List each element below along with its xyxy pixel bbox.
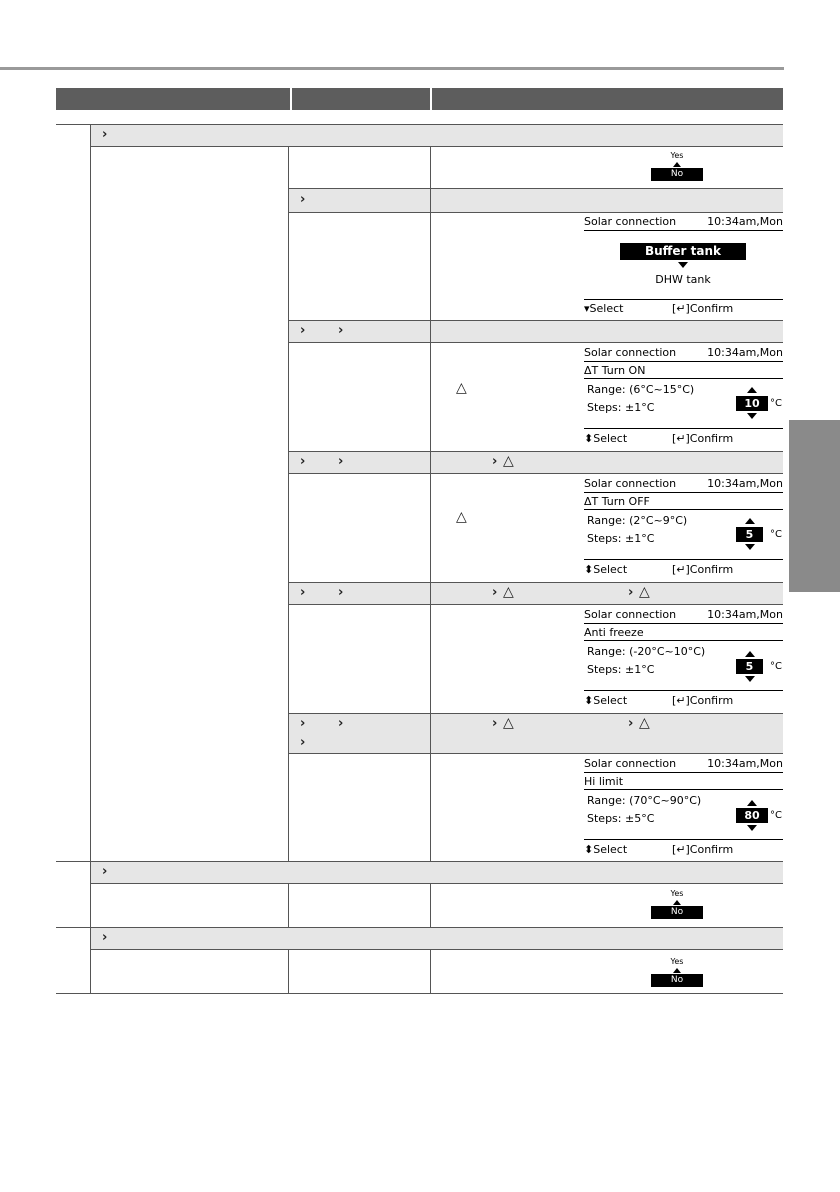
chevron-icon: › — [492, 585, 498, 600]
chevron-icon: › — [102, 930, 108, 945]
row-divider — [288, 473, 783, 474]
lcd-subtitle: Hi limit — [584, 775, 624, 788]
range-text: Range: (-20°C~10°C) — [587, 645, 706, 658]
up-arrow-icon — [673, 900, 681, 905]
no-option[interactable]: No — [651, 974, 703, 987]
down-arrow-icon[interactable] — [747, 825, 757, 831]
delta-icon: △ — [639, 715, 650, 731]
lcd-rule — [584, 789, 783, 790]
value-field[interactable]: 80 — [736, 808, 768, 823]
down-arrow-icon[interactable] — [745, 544, 755, 550]
row-divider — [288, 582, 783, 583]
column-divider — [430, 146, 431, 861]
row-divider — [288, 451, 783, 452]
select-hint: ⬍Select — [584, 432, 628, 445]
delta-icon: △ — [503, 584, 514, 600]
confirm-hint: [↵]Confirm — [672, 843, 734, 856]
no-option[interactable]: No — [651, 906, 703, 919]
row-divider — [288, 188, 783, 189]
lcd-screen-delta-t-on — [584, 346, 783, 450]
lcd-time: 10:34am,Mon — [707, 757, 783, 770]
lcd-time: 10:34am,Mon — [707, 477, 783, 490]
table-header — [56, 88, 783, 110]
column-divider — [288, 146, 289, 861]
confirm-hint: [↵]Confirm — [672, 694, 734, 707]
confirm-hint: [↵]Confirm — [672, 563, 734, 576]
value-field[interactable]: 5 — [736, 527, 763, 542]
select-hint: ⬍Select — [584, 843, 628, 856]
lcd-rule — [584, 690, 783, 691]
select-hint: ⬍Select — [584, 563, 628, 576]
row-divider — [288, 342, 783, 343]
confirm-hint: [↵]Confirm — [672, 432, 734, 445]
column-divider — [288, 883, 289, 927]
lcd-rule — [584, 492, 783, 493]
range-text: Range: (70°C~90°C) — [587, 794, 702, 807]
section-row — [90, 927, 783, 949]
sub-section-row — [288, 713, 783, 753]
lcd-rule — [584, 623, 783, 624]
row-divider — [56, 927, 783, 928]
chevron-icon: › — [338, 585, 344, 600]
delta-icon: △ — [503, 715, 514, 731]
up-arrow-icon — [673, 162, 681, 167]
no-option[interactable]: No — [651, 168, 703, 181]
buffer-tank-option[interactable]: Buffer tank — [620, 243, 746, 260]
section-row — [90, 861, 783, 883]
lcd-time: 10:34am,Mon — [707, 346, 783, 359]
select-hint: ▾Select — [584, 302, 624, 315]
unit-label: °C — [770, 529, 782, 540]
up-arrow-icon — [673, 968, 681, 973]
yes-option[interactable]: Yes — [670, 889, 684, 898]
column-divider — [90, 124, 91, 993]
sub-section-row — [288, 451, 783, 473]
lcd-screen-delta-t-off — [584, 477, 783, 581]
column-divider — [430, 883, 431, 927]
lcd-subtitle: Anti freeze — [584, 626, 644, 639]
chevron-icon: › — [628, 716, 634, 731]
sub-section-row — [288, 320, 783, 342]
section-row — [90, 124, 783, 146]
down-arrow-icon — [678, 262, 688, 268]
chevron-icon: › — [338, 454, 344, 469]
row-divider — [288, 753, 783, 754]
header-divider — [290, 88, 292, 110]
delta-icon: △ — [639, 584, 650, 600]
unit-label: °C — [770, 398, 782, 409]
lcd-subtitle: ΔT Turn OFF — [584, 495, 650, 508]
lcd-rule — [584, 839, 783, 840]
lcd-rule — [584, 378, 783, 379]
chevron-icon: › — [338, 323, 344, 338]
lcd-rule — [584, 509, 783, 510]
chevron-icon: › — [492, 454, 498, 469]
top-rule — [0, 67, 784, 70]
steps-text: Steps: ±1°C — [587, 663, 655, 676]
row-divider — [288, 604, 783, 605]
chevron-icon: › — [102, 127, 108, 142]
range-text: Range: (2°C~9°C) — [587, 514, 688, 527]
unit-label: °C — [770, 661, 782, 672]
value-field[interactable]: 10 — [736, 396, 768, 411]
lcd-title: Solar connection — [584, 215, 677, 228]
delta-icon: △ — [503, 453, 514, 469]
chevron-icon: › — [300, 454, 306, 469]
down-arrow-icon[interactable] — [747, 413, 757, 419]
lcd-title: Solar connection — [584, 608, 677, 621]
chevron-icon: › — [338, 716, 344, 731]
chevron-icon: › — [300, 735, 306, 750]
up-arrow-icon[interactable] — [747, 387, 757, 393]
table-bottom-rule — [56, 993, 783, 994]
up-arrow-icon[interactable] — [747, 800, 757, 806]
lcd-time: 10:34am,Mon — [707, 608, 783, 621]
lcd-subtitle: ΔT Turn ON — [584, 364, 646, 377]
chevron-icon: › — [300, 192, 306, 207]
chevron-icon: › — [300, 716, 306, 731]
sub-section-row — [288, 582, 783, 604]
row-divider — [90, 949, 783, 950]
column-divider — [288, 949, 289, 993]
lcd-rule — [584, 559, 783, 560]
chevron-icon: › — [492, 716, 498, 731]
row-divider — [288, 713, 783, 714]
row-divider — [90, 146, 783, 147]
row-divider — [56, 124, 783, 125]
chevron-icon: › — [102, 864, 108, 879]
unit-label: °C — [770, 810, 782, 821]
lcd-rule — [584, 230, 783, 231]
row-divider — [288, 212, 783, 213]
lcd-time: 10:34am,Mon — [707, 215, 783, 228]
lcd-title: Solar connection — [584, 477, 677, 490]
lcd-rule — [584, 772, 783, 773]
steps-text: Steps: ±1°C — [587, 532, 655, 545]
chevron-icon: › — [628, 585, 634, 600]
side-section-tab — [789, 420, 840, 592]
dhw-tank-option[interactable]: DHW tank — [655, 273, 711, 286]
lcd-screen-anti-freeze — [584, 608, 783, 712]
lcd-rule — [584, 640, 783, 641]
select-hint: ⬍Select — [584, 694, 628, 707]
row-divider — [288, 320, 783, 321]
lcd-rule — [584, 428, 783, 429]
delta-icon: △ — [456, 509, 467, 525]
chevron-icon: › — [300, 323, 306, 338]
row-divider — [56, 861, 783, 862]
lcd-rule — [584, 299, 783, 300]
confirm-hint: [↵]Confirm — [672, 302, 734, 315]
header-divider — [430, 88, 432, 110]
value-field[interactable]: 5 — [736, 659, 763, 674]
range-text: Range: (6°C~15°C) — [587, 383, 695, 396]
down-arrow-icon[interactable] — [745, 676, 755, 682]
up-arrow-icon[interactable] — [745, 651, 755, 657]
column-divider — [430, 949, 431, 993]
sub-section-row — [288, 188, 783, 212]
steps-text: Steps: ±5°C — [587, 812, 655, 825]
yes-option[interactable]: Yes — [670, 957, 684, 966]
delta-icon: △ — [456, 380, 467, 396]
yes-option[interactable]: Yes — [670, 151, 684, 160]
steps-text: Steps: ±1°C — [587, 401, 655, 414]
lcd-title: Solar connection — [584, 757, 677, 770]
row-divider — [90, 883, 783, 884]
lcd-rule — [584, 361, 783, 362]
up-arrow-icon[interactable] — [745, 518, 755, 524]
chevron-icon: › — [300, 585, 306, 600]
lcd-screen-hi-limit — [584, 757, 783, 861]
lcd-title: Solar connection — [584, 346, 677, 359]
lcd-screen-solar-connection — [584, 215, 783, 319]
